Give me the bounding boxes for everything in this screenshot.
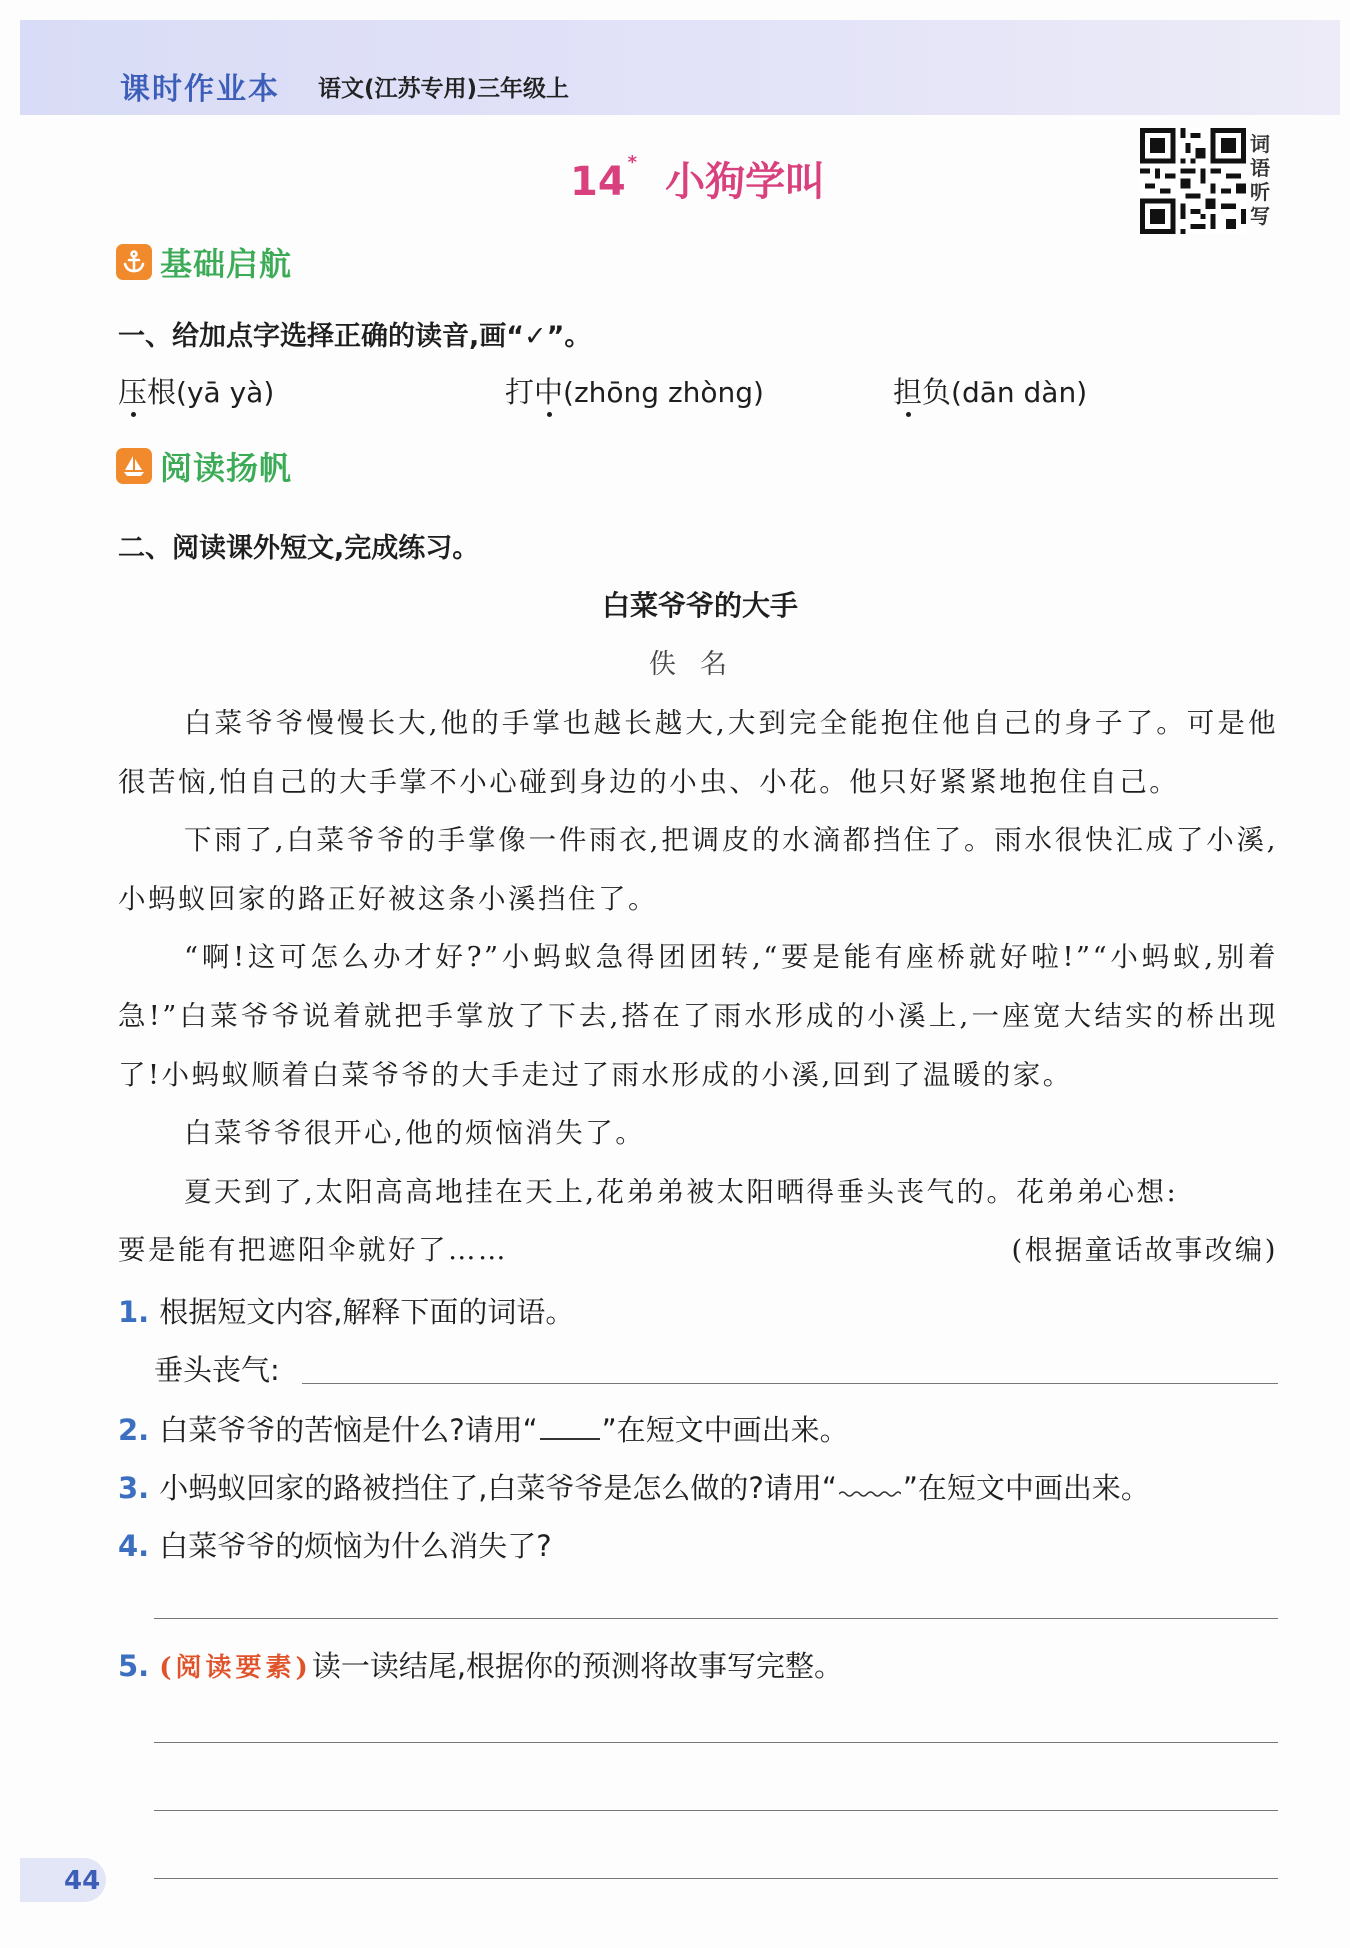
source-note: (根据童话故事改编) — [1011, 1234, 1278, 1267]
term-label: 垂头丧气: — [154, 1353, 280, 1387]
page-number: 44 — [64, 1866, 101, 1896]
section-title: 基础启航 — [160, 245, 293, 283]
qr-code-icon[interactable] — [1140, 128, 1246, 234]
paragraph-end: 要是能有把遮阳伞就好了…… (根据童话故事改编) — [118, 1221, 1278, 1280]
paragraph: “啊!这可怎么办才好?”小蚂蚁急得团团转,“要是能有座桥就好啦!”“小蚂蚁,别着急!”白菜爷爷说着就把手掌放了下去,搭在了雨水形成的小溪上,一座宽大结实的桥出现了!小蚂蚁顺着白菜爷爷的大手走过了雨水形成的小溪,回到了温暖的家。 — [118, 941, 1278, 1091]
section-title: 阅读扬帆 — [160, 449, 293, 487]
paragraph: 白菜爷爷很开心,他的烦恼消失了。 — [184, 1117, 646, 1150]
pinyin-item: 打中(zhōng zhòng) — [505, 370, 764, 411]
lesson-title — [570, 150, 825, 207]
straight-underline-sample — [540, 1428, 600, 1440]
lesson-mark: * — [627, 152, 638, 173]
answer-line[interactable] — [154, 1878, 1278, 1879]
paragraph: 夏天到了,太阳高高地挂在天上,花弟弟被太阳晒得垂头丧气的。花弟弟心想: — [184, 1175, 1179, 1208]
question-4: 4. 白菜爷爷的烦恼为什么消失了? — [118, 1529, 552, 1563]
brand-title: 课时作业本 — [120, 72, 280, 107]
answer-line[interactable] — [154, 1618, 1278, 1619]
question-1-heading: 一、给加点字选择正确的读音,画“✓”。 — [118, 321, 592, 352]
answer-line[interactable] — [302, 1383, 1278, 1384]
passage-author: 佚名 — [649, 649, 751, 680]
question-2: 2. 白菜爷爷的苦恼是什么?请用“ ”在短文中画出来。 — [118, 1413, 849, 1447]
question-5: 5. (阅读要素)读一读结尾,根据你的预测将故事写完整。 — [118, 1649, 844, 1683]
answer-line[interactable] — [154, 1742, 1278, 1743]
anchor-icon — [116, 244, 152, 280]
paragraph: 白菜爷爷慢慢长大,他的手掌也越长越大,大到完全能抱住他自己的身子了。可是他很苦恼,怕自己的大手掌不小心碰到身边的小虫、小花。他只好紧紧地抱住自己。 — [118, 707, 1278, 798]
pinyin-item: 担负(dān dàn) — [893, 370, 1087, 411]
qr-label: 词 语 听 写 — [1250, 132, 1270, 228]
passage-body — [118, 694, 1278, 1280]
question-3: 3. 小蚂蚁回家的路被挡住了,白菜爷爷是怎么做的?请用“ ”在短文中画出来。 — [118, 1471, 1150, 1505]
sailboat-icon — [116, 448, 152, 484]
section-reading — [116, 446, 292, 486]
section-basic — [116, 242, 292, 282]
wavy-underline-sample — [839, 1484, 901, 1498]
answer-line[interactable] — [154, 1810, 1278, 1811]
lesson-name: 小狗学叫 — [665, 159, 826, 205]
subject-label: 语文(江苏专用)三年级上 — [318, 76, 570, 102]
pinyin-item: 压根(yā yà) — [118, 370, 274, 411]
paragraph: 下雨了,白菜爷爷的手掌像一件雨衣,把调皮的水滴都挡住了。雨水很快汇成了小溪,小蚂蚁回家的路正好被这条小溪挡住了。 — [118, 824, 1278, 915]
lesson-number: 14 — [570, 159, 626, 205]
passage-title: 白菜爷爷的大手 — [601, 589, 798, 622]
question-2-heading: 二、阅读课外短文,完成练习。 — [118, 533, 480, 564]
question-1: 1. 根据短文内容,解释下面的词语。 — [118, 1295, 575, 1329]
